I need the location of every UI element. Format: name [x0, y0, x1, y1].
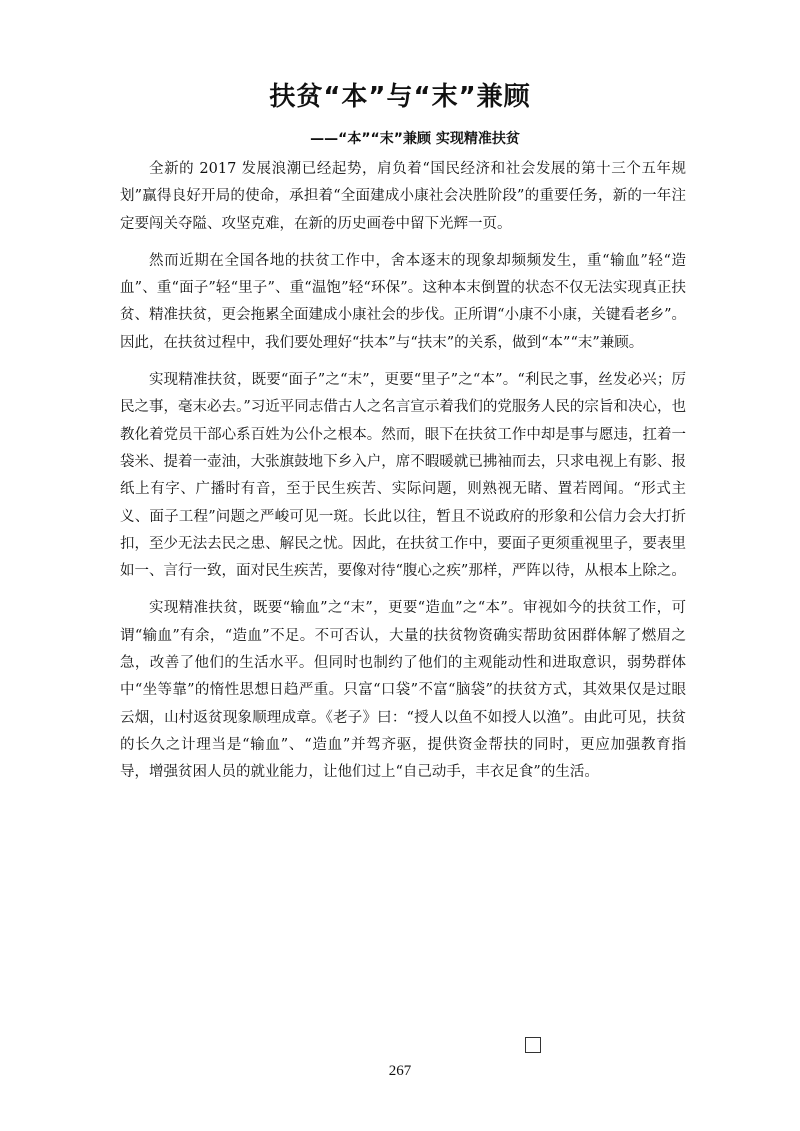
page-subtitle: ——“本”“末”兼顾 实现精准扶贫: [310, 131, 520, 147]
paragraph: 全新的 2017 发展浪潮已经起势，肩负着“国民经济和社会发展的第十三个五年规划”赢得良好开局的使命，承担着“全面建成小康社会决胜阶段”的重要任务，新的一年注定要闯关夺隘、攻坚克难，在新的历史画卷中留下光辉一页。: [120, 161, 686, 232]
paragraph: 然而近期在全国各地的扶贫工作中，舍本逐末的现象却频频发生，重“输血”轻“造血”、重“面子”轻“里子”、重“温饱”轻“环保”。这种本末倒置的状态不仅无法实现真正扶贫、精准扶贫，更会拖累全面建成小康社会的步伐。正所谓“小康不小康，关键看老乡”。因此，在扶贫过程中，我们要处理好“扶本”与“扶末”的关系，做到“本”“末”兼顾。: [120, 252, 686, 351]
paragraph: 实现精准扶贫，既要“面子”之“末”，更要“里子”之“本”。“利民之事，丝发必兴；厉民之事，毫末必去。”习近平同志借古人之名言宣示着我们的党服务人民的宗旨和决心，也教化着党员干部心系百姓为公仆之根本。然而，眼下在扶贫工作中却是事与愿违，扛着一袋米、提着一壶油，大张旗鼓地下乡入户，席不暇暖就已拂袖而去，只求电视上有影、报纸上有字、广播时有音，至于民生疾苦、实际问题，则熟视无睹、置若罔闻。“形式主义、面子工程”问题之严峻可见一斑。长此以往，暂且不说政府的形象和公信力会大打折扣，至少无法去民之患、解民之忧。因此，在扶贫工作中，要面子更须重视里子，要表里如一、言行一致，面对民生疾苦，要像对待“腹心之疾”那样，严阵以待，从根本上除之。: [120, 372, 686, 580]
page-title: 扶贫“本”与“末”兼顾: [269, 82, 531, 112]
page-number: 267: [388, 1063, 412, 1079]
checkbox-icon: [525, 1037, 541, 1053]
article-body: [120, 156, 686, 797]
paragraph: 实现精准扶贫，既要“输血”之“末”，更要“造血”之“本”。审视如今的扶贫工作，可谓“输血”有余，“造血”不足。不可否认，大量的扶贫物资确实帮助贫困群体解了燃眉之急，改善了他们的生活水平。但同时也制约了他们的主观能动性和进取意识，弱势群体中“坐等靠”的惰性思想日趋严重。只富“口袋”不富“脑袋”的扶贫方式，其效果仅是过眼云烟，山村返贫现象顺理成章。《老子》曰：“授人以鱼不如授人以渔”。由此可见，扶贫的长久之计理当是“输血”、“造血”并驾齐驱，提供资金帮扶的同时，更应加强教育指导，增强贫困人员的就业能力，让他们过上“自己动手，丰衣足食”的生活。: [120, 600, 686, 781]
